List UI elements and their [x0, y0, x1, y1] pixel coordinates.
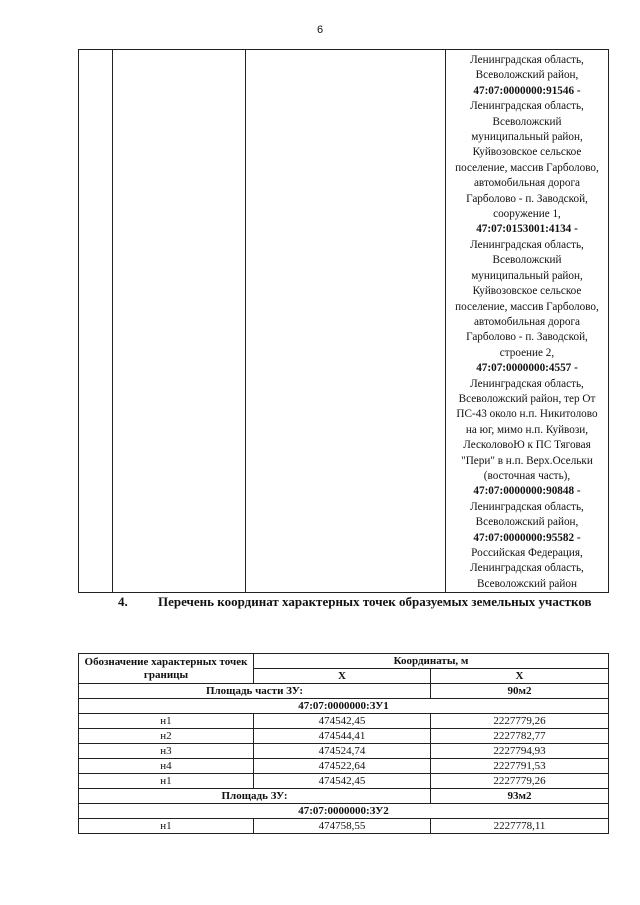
area-label: Площадь части ЗУ:	[79, 684, 431, 699]
address-line: "Пери" в н.п. Верх.Осельки	[461, 454, 593, 467]
address-line: строение 2,	[499, 346, 555, 359]
cadastral-number: 47:07:0000000:91546 -	[473, 84, 581, 97]
area-value: 93м2	[431, 789, 609, 804]
cell-y: 2227782,77	[431, 729, 609, 744]
cadastral-number: 47:07:0000000:95582 -	[473, 531, 581, 544]
parcel-id: 47:07:0000000:ЗУ2	[79, 804, 609, 819]
parcel-id: 47:07:0000000:ЗУ1	[79, 699, 609, 714]
address-line: Всеволожский район,	[475, 69, 579, 82]
address-line: Ленинградская область,	[470, 500, 584, 513]
cell-point: н3	[79, 744, 254, 759]
header-row	[79, 654, 609, 669]
area-row	[79, 684, 609, 699]
cell-x: 474522,64	[254, 759, 431, 774]
cadastral-number: 47:07:0000000:90848 -	[473, 485, 581, 498]
coordinates-body	[79, 684, 609, 834]
section-title: Перечень координат характерных точек образуемых земельных участков	[158, 594, 592, 609]
header-coords: Координаты, м	[254, 654, 609, 669]
header-point: Обозначение характерных точек границы	[79, 654, 254, 684]
table-cell-name	[113, 50, 246, 593]
continuation-table	[78, 49, 609, 593]
address-line: Гарболово - п. Заводской,	[466, 331, 588, 344]
table-row	[79, 774, 609, 789]
address-line: поселение, массив Гарболово,	[455, 300, 599, 313]
cell-y: 2227779,26	[431, 714, 609, 729]
parcel-row	[79, 699, 609, 714]
table-row	[79, 819, 609, 834]
cell-point: н1	[79, 714, 254, 729]
table-row	[79, 744, 609, 759]
address-line: муниципальный район,	[471, 131, 583, 144]
address-line: Всеволожский	[492, 115, 562, 128]
cell-x: 474524,74	[254, 744, 431, 759]
address-line: автомобильная дорога	[473, 315, 581, 328]
address-line: Ленинградская область,	[470, 100, 584, 113]
cell-x: 474544,41	[254, 729, 431, 744]
address-line: (восточная часть),	[483, 469, 571, 482]
table-row	[79, 729, 609, 744]
header-x1: X	[254, 669, 431, 684]
cadastral-number: 47:07:0153001:4134 -	[476, 223, 578, 236]
table-cell-info	[246, 50, 446, 593]
table-row	[79, 714, 609, 729]
area-label: Площадь ЗУ:	[79, 789, 431, 804]
address-line: Всеволожский район, тер От	[458, 392, 596, 405]
address-cell	[446, 50, 609, 593]
address-line: Всеволожский	[492, 254, 562, 267]
address-line: Куйвозовское сельское	[472, 146, 582, 159]
cell-x: 474758,55	[254, 819, 431, 834]
address-line: Гарболово - п. Заводской,	[466, 192, 588, 205]
cell-point: н1	[79, 774, 254, 789]
address-line: на юг, мимо н.п. Куйвози,	[465, 423, 589, 436]
table-row	[79, 50, 609, 593]
cell-point: н4	[79, 759, 254, 774]
address-line: ЛесколовоЮ к ПС Тяговая	[463, 439, 591, 452]
address-line: Куйвозовское сельское	[472, 285, 582, 298]
cell-x: 474542,45	[254, 774, 431, 789]
cell-x: 474542,45	[254, 714, 431, 729]
area-value: 90м2	[431, 684, 609, 699]
cadastral-number: 47:07:0000000:4557 -	[476, 362, 578, 375]
cell-y: 2227779,26	[431, 774, 609, 789]
address-line: муниципальный район,	[471, 269, 583, 282]
address-line: сооружение 1,	[493, 208, 561, 221]
table-cell-index	[79, 50, 113, 593]
section-heading	[78, 594, 608, 610]
address-line: Всеволожский район	[477, 577, 577, 590]
parcel-row	[79, 804, 609, 819]
address-line: автомобильная дорога	[473, 177, 581, 190]
address-line: Ленинградская область,	[470, 377, 584, 390]
cell-point: н2	[79, 729, 254, 744]
address-line: Российская Федерация,	[471, 547, 583, 559]
table-row	[79, 759, 609, 774]
address-line: Ленинградская область,	[470, 238, 584, 251]
cell-y: 2227791,53	[431, 759, 609, 774]
page-number: 6	[316, 24, 324, 36]
cell-y: 2227778,11	[431, 819, 609, 834]
address-line: ПС-43 около н.п. Никитолово	[456, 408, 598, 421]
cell-point: н1	[79, 819, 254, 834]
coordinates-table	[78, 653, 609, 834]
cell-y: 2227794,93	[431, 744, 609, 759]
address-line: поселение, массив Гарболово,	[455, 161, 599, 174]
section-number: 4.	[118, 594, 128, 609]
address-line: Всеволожский район,	[475, 516, 579, 529]
area-row	[79, 789, 609, 804]
address-line: Ленинградская область,	[470, 54, 584, 66]
address-line: Ленинградская область,	[470, 562, 584, 575]
header-x2: X	[431, 669, 609, 684]
